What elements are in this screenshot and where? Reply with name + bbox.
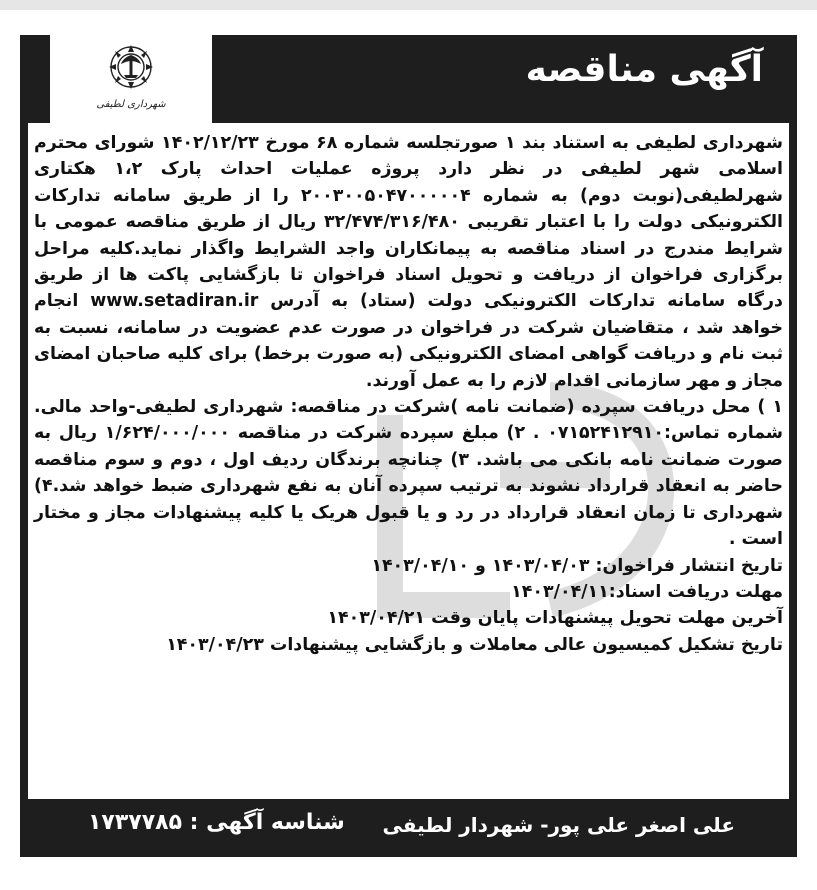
ad-identifier: شناسه آگهی : ۱۷۳۷۷۸۵ bbox=[88, 810, 345, 835]
document-deadline: مهلت دریافت اسناد:۱۴۰۳/۰۴/۱۱ bbox=[511, 581, 783, 602]
terms-paragraph: ۱ ) محل دریافت سپرده (ضمانت نامه )شرکت در مناقصه: شهرداری لطیفی-واحد مالی. شماره تماس:۰۷۱۵۲۴۱۲۹۱۰ . ۲) مبلغ سپرده شرکت در مناقصه ۱/۶۲۴/۰۰۰/۰۰۰ ریال به صورت ضمانت نامه بانکی می باشد. ۳) چنانچه برندگان ردیف اول ، دوم و سوم مناقصه حاضر به انعقاد قرارداد نشوند به ترتیب سپرده آنان به نفع شهرداری ضبط خواهد شد.۴) شهرداری تا زمان انعقاد قرارداد در رد و یا قبول هریک یا کلیه پیشنهادات مجاز و مختار است . bbox=[34, 397, 783, 550]
publish-date: تاریخ انتشار فراخوان: ۱۴۰۳/۰۴/۰۳ و ۱۴۰۳/۰۴/۱۰ bbox=[371, 555, 783, 576]
notice-title: آگهی مناقصه bbox=[525, 49, 763, 90]
notice-footer bbox=[20, 799, 797, 857]
municipality-emblem-icon bbox=[106, 43, 156, 97]
website-link[interactable]: www.setadiran.ir bbox=[90, 291, 259, 312]
main-paragraph bbox=[34, 130, 783, 394]
signer-name: علی اصغر علی پور- شهردار لطیفی bbox=[382, 813, 735, 837]
submission-deadline: آخرین مهلت تحویل پیشنهادات پایان وقت ۱۴۰۳/۰۴/۲۱ bbox=[327, 608, 783, 629]
frame-border-left bbox=[20, 123, 28, 799]
main-paragraph-continuation: انجام خواهد شد ، متقاضیان شرکت در فراخوان در صورت عدم عضویت در سامانه، نسبت به ثبت نام و دریافت گواهی امضای الکترونیکی (به صورت برخط) برای کلیه صاحبان امضای مجاز و مهر سازمانی اقدام لازم را به عمل آورند. bbox=[34, 291, 783, 391]
main-paragraph-text: شهرداری لطیفی به استناد بند ۱ صورتجلسه شماره ۶۸ مورخ ۱۴۰۲/۱۲/۲۳ شورای محترم اسلامی شهر لطیفی در نظر دارد پروژه عملیات احداث پارک ۱،۲ هکتاری شهرلطیفی(نوبت دوم) به شماره ۲۰۰۳۰۰۵۰۴۷۰۰۰۰۰۴ را از طریق سامانه تدارکات الکترونیکی دولت را با اعتبار تقریبی ۳۲/۴۷۴/۳۱۶/۴۸۰ ریال از طریق مناقصه عمومی با شرایط مندرج در اسناد مناقصه به پیمانکاران واجد الشرایط واگذار نماید.کلیه مراحل برگزاری فراخوان از دریافت و تحویل اسناد فراخوان تا بازگشایی پاکت ها از طریق درگاه سامانه تدارکات الکترونیکی دولت (ستاد) به آدرس bbox=[34, 133, 783, 312]
notice-body bbox=[34, 130, 783, 658]
top-strip bbox=[0, 0, 817, 10]
commission-date: تاریخ تشکیل کمیسیون عالی معاملات و بازگشایی پیشنهادات ۱۴۰۳/۰۴/۲۳ bbox=[166, 634, 783, 655]
notice-frame bbox=[20, 35, 797, 857]
logo-caption: شهرداری لطیفی bbox=[96, 99, 166, 110]
frame-border-right bbox=[789, 123, 797, 799]
logo bbox=[50, 35, 212, 123]
notice-header bbox=[20, 35, 797, 123]
